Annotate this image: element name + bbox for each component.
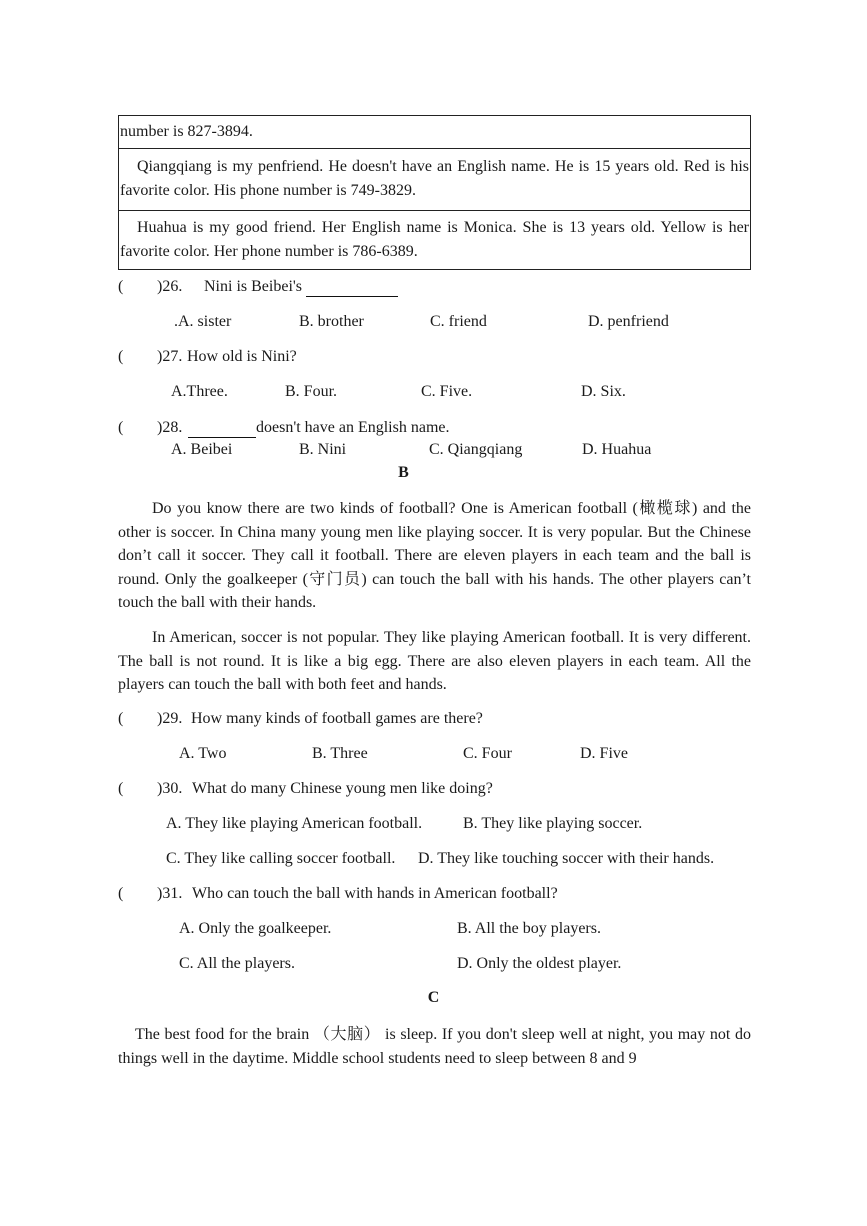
passage-paragraph: The best food for the brain （大脑） is sleep. If you don't sleep well at night, you may not do things well in the daytime. Middle school students need to sleep between 8 and 9 [118,1026,751,1067]
answer-blank[interactable] [306,278,398,297]
answer-blank[interactable] [188,419,256,438]
table-cell: Huahua is my good friend. Her English name is Monica. She is 13 years old. Yellow is her favorite color. Her phone number is 786-6389. [120,219,749,260]
question-stem: Nini is Beibei's [204,278,398,297]
question-stem: Who can touch the ball with hands in American football? [192,885,558,902]
question-number: )27. [157,348,183,365]
option-a: .A. sister [174,313,232,330]
question-number: )29. [157,710,183,727]
option-c: C. friend [430,313,487,330]
question-number: )28. [157,419,183,436]
info-table [118,115,751,270]
option-d: D. Huahua [582,441,652,458]
answer-paren: ( [118,348,124,365]
question-stem: How old is Nini? [187,348,297,365]
option-a: A. Only the goalkeeper. [179,920,332,937]
option-d: D. They like touching soccer with their hands. [418,850,715,867]
table-row [119,211,750,269]
option-c: C. Five. [421,383,473,400]
answer-paren: ( [118,780,124,797]
option-d: D. Six. [581,383,626,400]
question-stem: What do many Chinese young men like doing? [192,780,493,797]
question-stem: doesn't have an English name. [188,419,450,438]
option-a: A. They like playing American football. [166,815,423,832]
table-row [119,149,750,211]
question-number: )31. [157,885,183,902]
answer-paren: ( [118,419,124,436]
table-cell: Qiangqiang is my penfriend. He doesn't have an English name. He is 15 years old. Red is his favorite color. His phone number is 749-3829. [120,158,749,199]
question-stem: How many kinds of football games are there? [191,710,483,727]
answer-paren: ( [118,885,124,902]
option-d: D. penfriend [588,313,669,330]
option-c: C. Qiangqiang [429,441,523,458]
option-b: B. Three [312,745,368,762]
answer-paren: ( [118,710,124,727]
option-a: A. Two [179,745,227,762]
question-number: )30. [157,780,183,797]
option-b: B. Four. [285,383,338,400]
option-b: B. Nini [299,441,347,458]
table-row [119,116,750,149]
question-number: )26. [157,278,183,295]
option-a: A.Three. [171,383,228,400]
option-c: C. All the players. [179,955,295,972]
option-b: B. All the boy players. [457,920,601,937]
option-c: C. Four [463,745,512,762]
passage-paragraph: In American, soccer is not popular. They like playing American football. It is very different. The ball is not round. It is like a big egg. There are also eleven players in each team. All the players can touch the ball with both feet and hands. [118,629,751,693]
answer-paren: ( [118,278,124,295]
option-b: B. They like playing soccer. [463,815,643,832]
option-d: D. Only the oldest player. [457,955,622,972]
table-cell: number is 827-3894. [120,123,253,140]
option-a: A. Beibei [171,441,233,458]
passage-paragraph: Do you know there are two kinds of football? One is American football (橄榄球) and the other is soccer. In China many young men like playing soccer. It is very popular. But the Chinese don’t call it soccer. They call it football. There are eleven players in each team and the ball is round. Only the goalkeeper (守门员) can touch the ball with his hands. The other players can’t touch the ball with their hands. [118,500,751,611]
option-c: C. They like calling soccer football. [166,850,396,867]
section-heading-b: B [398,464,409,481]
option-d: D. Five [580,745,628,762]
section-heading-c: C [427,989,440,1006]
option-b: B. brother [299,313,364,330]
